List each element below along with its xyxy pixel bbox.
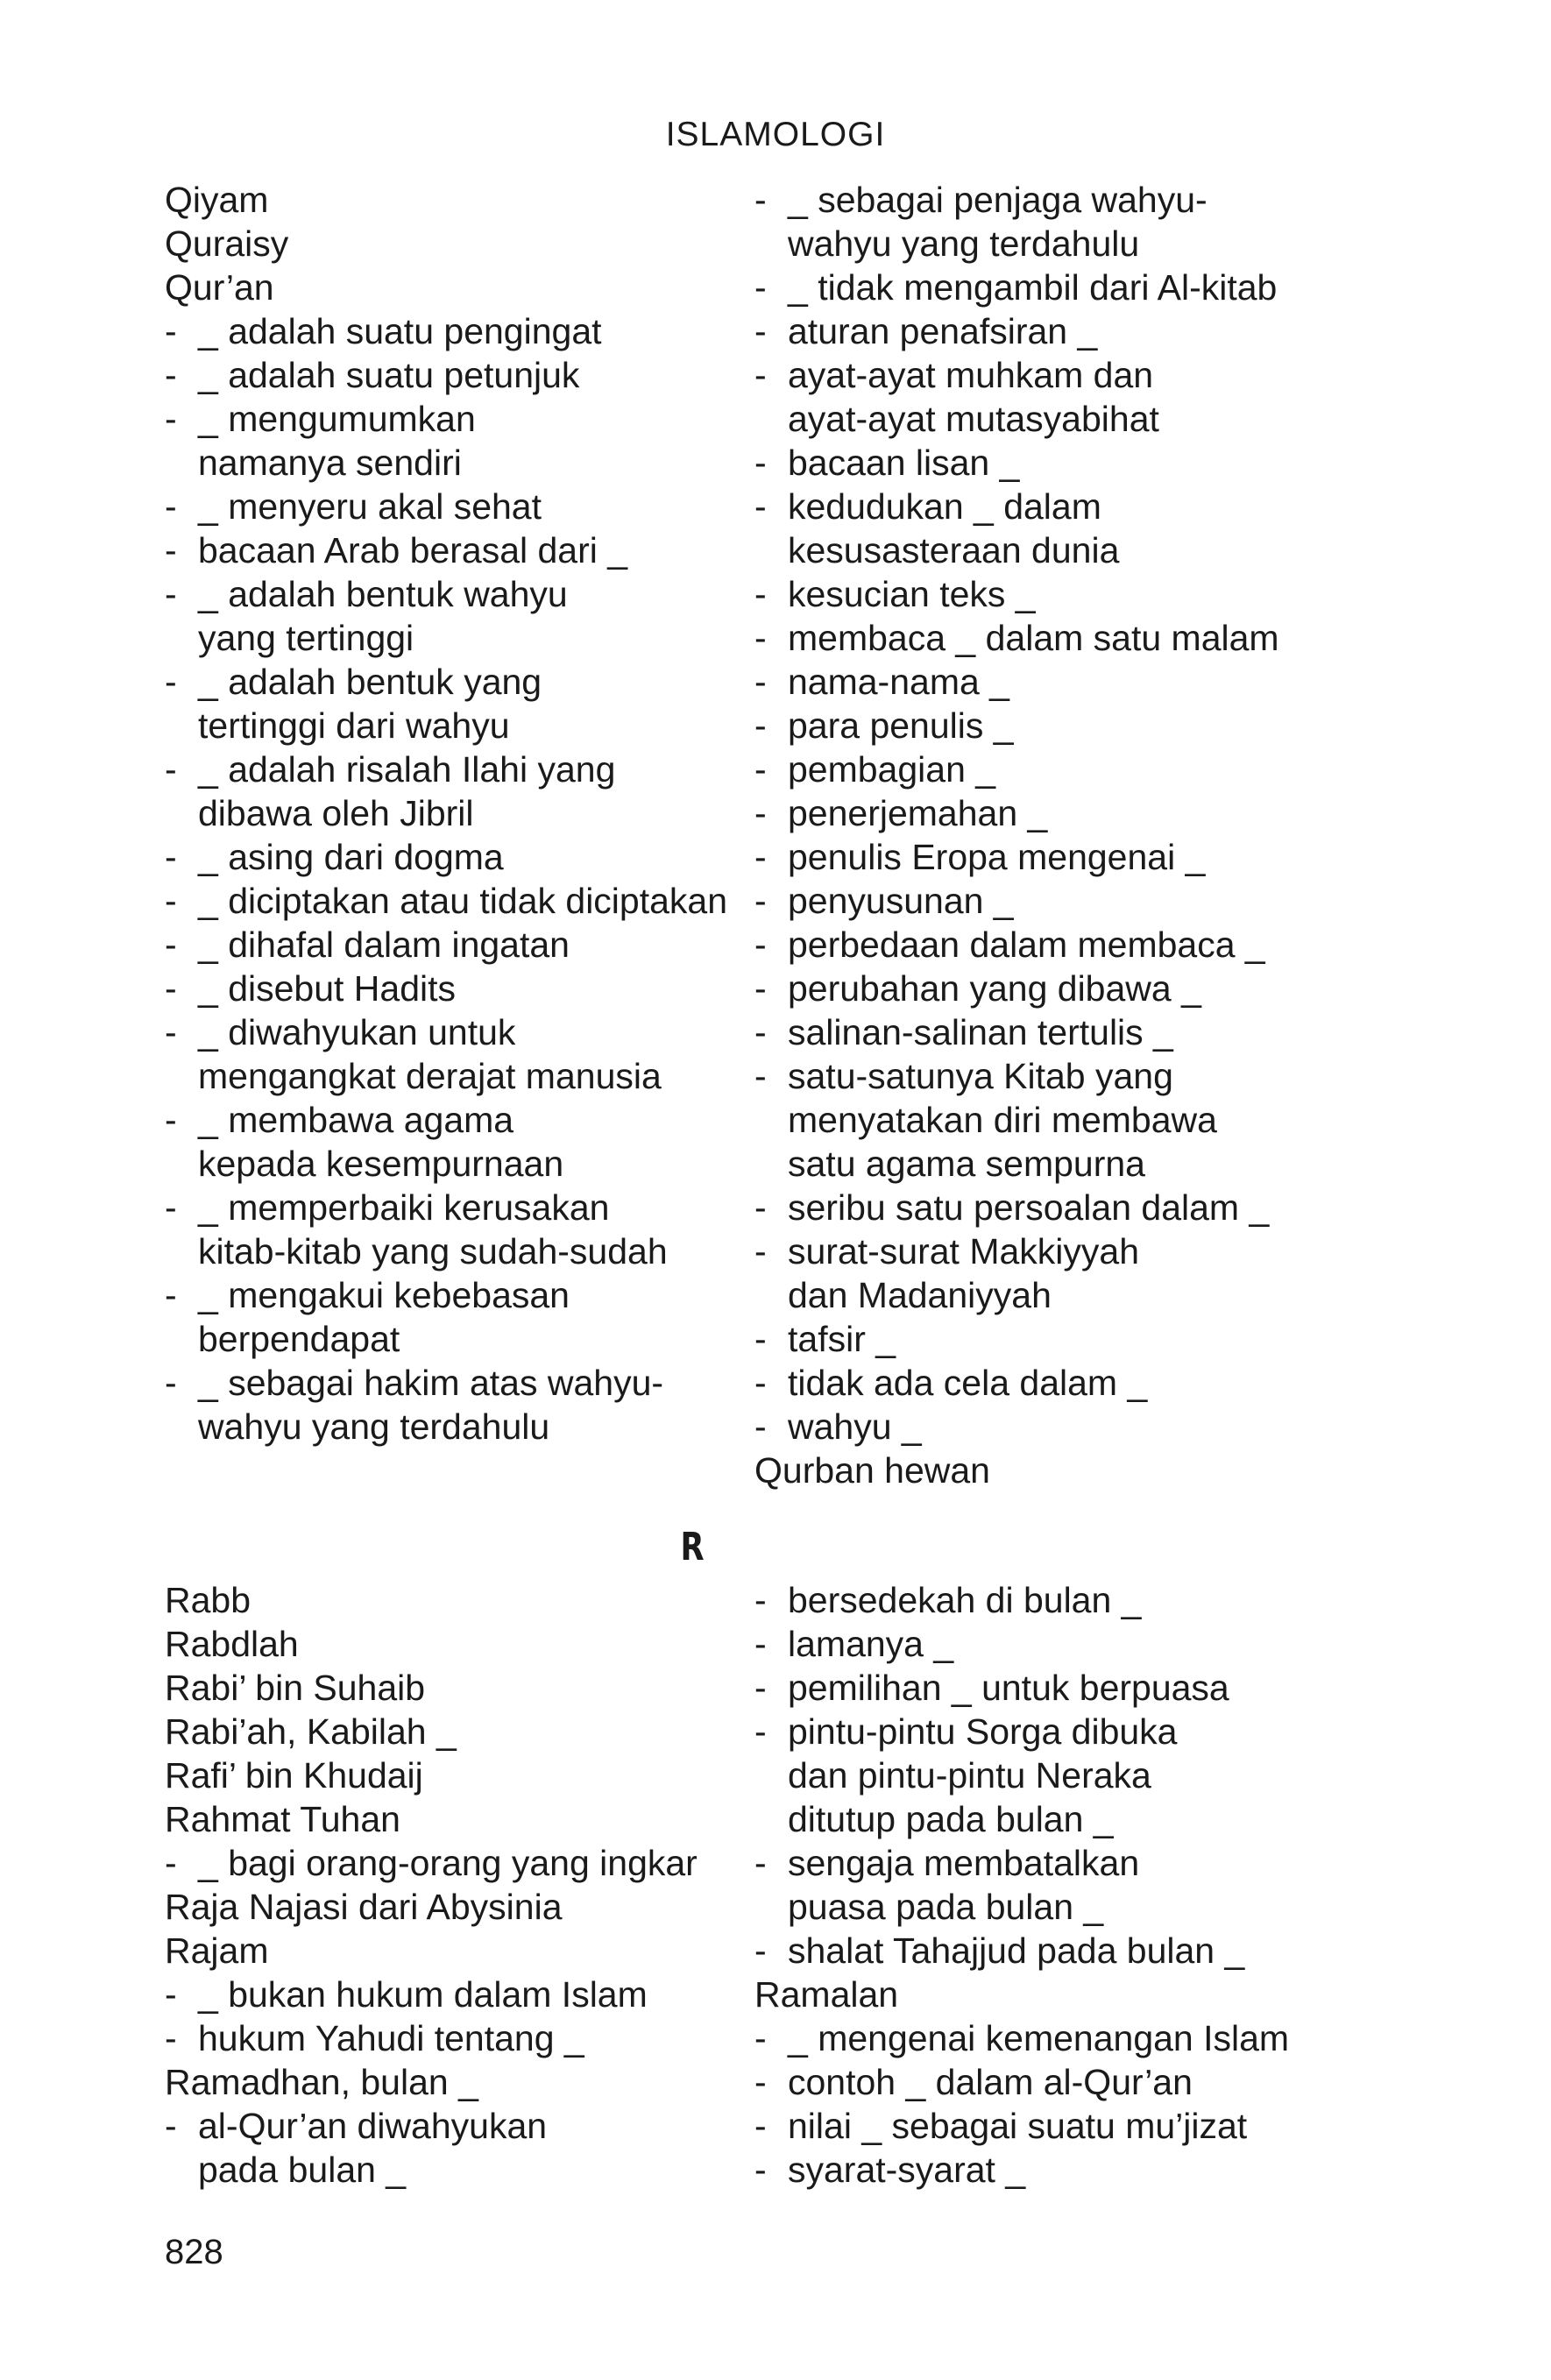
index-subentry bbox=[754, 485, 1342, 528]
subentry-text: _ asing dari dogma bbox=[198, 837, 504, 877]
subentry-text: tidak ada cela dalam _ bbox=[788, 1363, 1148, 1403]
index-continuation: ditutup pada bulan _ bbox=[788, 1799, 1114, 1839]
index-continuation: berpendapat bbox=[198, 1319, 400, 1359]
index-entry: Rabi’ah, Kabilah _ bbox=[165, 1711, 457, 1752]
subentry-text: _ mengakui kebebasan bbox=[198, 1275, 570, 1315]
index-subentry bbox=[754, 1186, 1342, 1229]
subentry-text: pemilihan _ untuk berpuasa bbox=[788, 1668, 1229, 1708]
index-subentry bbox=[165, 923, 752, 967]
index-continuation: kesusasteraan dunia bbox=[788, 530, 1120, 570]
subentry-text: kedudukan _ dalam bbox=[788, 486, 1101, 527]
subentry-text: _ memperbaiki kerusakan bbox=[198, 1187, 610, 1228]
bullet-dash: - bbox=[165, 574, 177, 614]
index-subentry bbox=[754, 879, 1342, 923]
index-column-q-right bbox=[754, 178, 1342, 1492]
index-continuation: yang tertinggi bbox=[198, 618, 414, 658]
index-subentry bbox=[754, 747, 1342, 791]
subentry-text: perubahan yang dibawa _ bbox=[788, 968, 1201, 1009]
bullet-dash: - bbox=[754, 311, 767, 351]
index-subentry bbox=[754, 1229, 1342, 1273]
bullet-dash: - bbox=[754, 705, 767, 746]
subentry-text: hukum Yahudi tentang _ bbox=[198, 2018, 584, 2058]
index-subentry bbox=[754, 1622, 1342, 1666]
subentry-text: bacaan Arab berasal dari _ bbox=[198, 530, 628, 570]
bullet-dash: - bbox=[754, 1319, 767, 1359]
bullet-dash: - bbox=[754, 881, 767, 921]
bullet-dash: - bbox=[754, 1187, 767, 1228]
bullet-dash: - bbox=[165, 1275, 177, 1315]
index-continuation: satu agama sempurna bbox=[788, 1144, 1145, 1184]
subentry-text: para penulis _ bbox=[788, 705, 1014, 746]
bullet-dash: - bbox=[754, 924, 767, 965]
bullet-dash: - bbox=[754, 662, 767, 702]
bullet-dash: - bbox=[165, 1187, 177, 1228]
bullet-dash: - bbox=[165, 2106, 177, 2146]
subentry-text: penyusunan _ bbox=[788, 881, 1014, 921]
subentry-text: perbedaan dalam membaca _ bbox=[788, 924, 1265, 965]
subentry-text: _ adalah bentuk yang bbox=[198, 662, 542, 702]
bullet-dash: - bbox=[754, 1363, 767, 1403]
subentry-text: pintu-pintu Sorga dibuka bbox=[788, 1711, 1178, 1752]
index-entry: Rabb bbox=[165, 1580, 251, 1620]
index-continuation: wahyu yang terdahulu bbox=[788, 223, 1140, 264]
bullet-dash: - bbox=[754, 749, 767, 790]
index-continuation: dibawa oleh Jibril bbox=[198, 793, 474, 833]
index-subentry bbox=[754, 616, 1342, 660]
index-subentry bbox=[165, 2104, 752, 2148]
bullet-dash: - bbox=[754, 1711, 767, 1752]
subentry-text: tafsir _ bbox=[788, 1319, 896, 1359]
bullet-dash: - bbox=[754, 968, 767, 1009]
index-subentry bbox=[754, 660, 1342, 704]
bullet-dash: - bbox=[165, 924, 177, 965]
subentry-text: bacaan lisan _ bbox=[788, 443, 1020, 483]
index-subentry bbox=[165, 747, 752, 791]
index-continuation: kitab-kitab yang sudah-sudah bbox=[198, 1231, 668, 1271]
subentry-text: _ bagi orang-orang yang ingkar bbox=[198, 1843, 698, 1883]
index-subentry bbox=[165, 2016, 752, 2060]
index-subentry bbox=[165, 1098, 752, 1142]
index-subentry bbox=[754, 2148, 1342, 2192]
subentry-text: _ sebagai hakim atas wahyu- bbox=[198, 1363, 664, 1403]
bullet-dash: - bbox=[165, 1974, 177, 2015]
index-subentry bbox=[754, 266, 1342, 309]
bullet-dash: - bbox=[754, 180, 767, 220]
index-subentry bbox=[754, 178, 1342, 222]
bullet-dash: - bbox=[165, 399, 177, 439]
index-subentry bbox=[754, 1361, 1342, 1405]
bullet-dash: - bbox=[754, 574, 767, 614]
index-entry: Qurban hewan bbox=[754, 1450, 990, 1491]
index-continuation: tertinggi dari wahyu bbox=[198, 705, 510, 746]
subentry-text: aturan penafsiran _ bbox=[788, 311, 1098, 351]
index-continuation: dan pintu-pintu Neraka bbox=[788, 1755, 1151, 1796]
index-subentry bbox=[754, 1929, 1342, 1973]
subentry-text: penulis Eropa mengenai _ bbox=[788, 837, 1206, 877]
subentry-text: _ mengumumkan bbox=[198, 399, 476, 439]
subentry-text: syarat-syarat _ bbox=[788, 2150, 1026, 2190]
subentry-text: nilai _ sebagai suatu mu’jizat bbox=[788, 2106, 1248, 2146]
bullet-dash: - bbox=[754, 1406, 767, 1447]
index-subentry bbox=[165, 572, 752, 616]
index-subentry bbox=[165, 397, 752, 441]
index-entry: Rahmat Tuhan bbox=[165, 1799, 400, 1839]
bullet-dash: - bbox=[754, 793, 767, 833]
subentry-text: _ diwahyukan untuk bbox=[198, 1012, 516, 1052]
bullet-dash: - bbox=[754, 2106, 767, 2146]
subentry-text: _ tidak mengambil dari Al-kitab bbox=[788, 267, 1278, 308]
subentry-text: _ mengenai kemenangan Islam bbox=[788, 2018, 1290, 2058]
page-number: 828 bbox=[165, 2233, 223, 2271]
subentry-text: _ disebut Hadits bbox=[198, 968, 457, 1009]
bullet-dash: - bbox=[754, 355, 767, 395]
index-subentry bbox=[165, 485, 752, 528]
bullet-dash: - bbox=[165, 311, 177, 351]
subentry-text: _ adalah bentuk wahyu bbox=[198, 574, 568, 614]
index-entry: Rajam bbox=[165, 1930, 269, 1971]
index-entry: Rabi’ bin Suhaib bbox=[165, 1668, 426, 1708]
index-continuation: puasa pada bulan _ bbox=[788, 1887, 1104, 1927]
index-subentry bbox=[165, 1973, 752, 2016]
subentry-text: _ membawa agama bbox=[198, 1100, 514, 1140]
index-subentry bbox=[754, 1841, 1342, 1885]
index-subentry bbox=[165, 1361, 752, 1405]
bullet-dash: - bbox=[754, 267, 767, 308]
index-column-r-right bbox=[754, 1578, 1342, 2192]
index-subentry bbox=[165, 660, 752, 704]
index-subentry bbox=[165, 1273, 752, 1317]
index-subentry bbox=[165, 528, 752, 572]
bullet-dash: - bbox=[165, 881, 177, 921]
index-subentry bbox=[754, 2016, 1342, 2060]
index-continuation: pada bulan _ bbox=[198, 2150, 407, 2190]
bullet-dash: - bbox=[165, 486, 177, 527]
bullet-dash: - bbox=[165, 662, 177, 702]
index-column-r-left bbox=[165, 1578, 752, 2192]
index-subentry bbox=[165, 1186, 752, 1229]
bullet-dash: - bbox=[165, 749, 177, 790]
bullet-dash: - bbox=[754, 1930, 767, 1971]
index-entry: Qiyam bbox=[165, 180, 269, 220]
index-continuation: dan Madaniyyah bbox=[788, 1275, 1052, 1315]
subentry-text: _ adalah risalah Ilahi yang bbox=[198, 749, 616, 790]
index-entry: Raja Najasi dari Abysinia bbox=[165, 1887, 563, 1927]
bullet-dash: - bbox=[754, 2062, 767, 2102]
subentry-text: ayat-ayat muhkam dan bbox=[788, 355, 1154, 395]
index-entry: Rabdlah bbox=[165, 1624, 299, 1664]
index-entry: Quraisy bbox=[165, 223, 289, 264]
subentry-text: surat-surat Makkiyyah bbox=[788, 1231, 1140, 1271]
bullet-dash: - bbox=[754, 1580, 767, 1620]
running-head: ISLAMOLOGI bbox=[665, 116, 886, 153]
index-continuation: wahyu yang terdahulu bbox=[198, 1406, 550, 1447]
index-subentry bbox=[754, 967, 1342, 1010]
bullet-dash: - bbox=[754, 2018, 767, 2058]
bullet-dash: - bbox=[754, 1012, 767, 1052]
index-continuation: namanya sendiri bbox=[198, 443, 462, 483]
index-subentry bbox=[165, 1010, 752, 1054]
bullet-dash: - bbox=[754, 1056, 767, 1096]
index-subentry bbox=[754, 441, 1342, 485]
bullet-dash: - bbox=[165, 530, 177, 570]
index-entry: Rafi’ bin Khudaij bbox=[165, 1755, 423, 1796]
subentry-text: _ menyeru akal sehat bbox=[198, 486, 542, 527]
subentry-text: kesucian teks _ bbox=[788, 574, 1036, 614]
subentry-text: membaca _ dalam satu malam bbox=[788, 618, 1279, 658]
index-subentry bbox=[165, 353, 752, 397]
bullet-dash: - bbox=[165, 1012, 177, 1052]
index-subentry bbox=[754, 1578, 1342, 1622]
bullet-dash: - bbox=[754, 2150, 767, 2190]
index-subentry bbox=[165, 879, 752, 923]
bullet-dash: - bbox=[165, 837, 177, 877]
index-continuation: ayat-ayat mutasyabihat bbox=[788, 399, 1159, 439]
section-letter: R bbox=[680, 1525, 705, 1569]
subentry-text: al-Qur’an diwahyukan bbox=[198, 2106, 548, 2146]
index-subentry bbox=[754, 704, 1342, 747]
subentry-text: _ adalah suatu petunjuk bbox=[198, 355, 580, 395]
bullet-dash: - bbox=[754, 1231, 767, 1271]
index-subentry bbox=[754, 572, 1342, 616]
index-subentry bbox=[754, 353, 1342, 397]
subentry-text: lamanya _ bbox=[788, 1624, 954, 1664]
bullet-dash: - bbox=[754, 486, 767, 527]
subentry-text: pembagian _ bbox=[788, 749, 996, 790]
index-subentry bbox=[165, 835, 752, 879]
index-subentry bbox=[754, 1666, 1342, 1710]
index-continuation: kepada kesempurnaan bbox=[198, 1144, 564, 1184]
subentry-text: wahyu _ bbox=[788, 1406, 922, 1447]
subentry-text: satu-satunya Kitab yang bbox=[788, 1056, 1173, 1096]
index-entry: Ramadhan, bulan _ bbox=[165, 2062, 478, 2102]
index-subentry bbox=[165, 309, 752, 353]
subentry-text: _ sebagai penjaga wahyu- bbox=[788, 180, 1208, 220]
index-subentry bbox=[754, 1405, 1342, 1449]
bullet-dash: - bbox=[754, 1668, 767, 1708]
subentry-text: _ dihafal dalam ingatan bbox=[198, 924, 570, 965]
index-subentry bbox=[165, 1841, 752, 1885]
index-subentry bbox=[754, 309, 1342, 353]
index-subentry bbox=[165, 967, 752, 1010]
subentry-text: contoh _ dalam al-Qur’an bbox=[788, 2062, 1193, 2102]
bullet-dash: - bbox=[165, 355, 177, 395]
index-subentry bbox=[754, 1710, 1342, 1753]
bullet-dash: - bbox=[165, 1363, 177, 1403]
bullet-dash: - bbox=[754, 837, 767, 877]
index-subentry bbox=[754, 923, 1342, 967]
subentry-text: _ diciptakan atau tidak diciptakan bbox=[198, 881, 728, 921]
subentry-text: bersedekah di bulan _ bbox=[788, 1580, 1142, 1620]
bullet-dash: - bbox=[754, 443, 767, 483]
index-subentry bbox=[754, 2060, 1342, 2104]
bullet-dash: - bbox=[165, 1100, 177, 1140]
index-subentry bbox=[754, 1054, 1342, 1098]
index-subentry bbox=[754, 835, 1342, 879]
index-entry: Ramalan bbox=[754, 1974, 899, 2015]
index-entry: Qur’an bbox=[165, 267, 274, 308]
subentry-text: sengaja membatalkan bbox=[788, 1843, 1140, 1883]
subentry-text: seribu satu persoalan dalam _ bbox=[788, 1187, 1270, 1228]
bullet-dash: - bbox=[165, 968, 177, 1009]
index-continuation: mengangkat derajat manusia bbox=[198, 1056, 662, 1096]
subentry-text: shalat Tahajjud pada bulan _ bbox=[788, 1930, 1245, 1971]
bullet-dash: - bbox=[754, 1843, 767, 1883]
subentry-text: nama-nama _ bbox=[788, 662, 1009, 702]
subentry-text: _ adalah suatu pengingat bbox=[198, 311, 602, 351]
index-column-q-left bbox=[165, 178, 752, 1449]
index-subentry bbox=[754, 1010, 1342, 1054]
subentry-text: salinan-salinan tertulis _ bbox=[788, 1012, 1173, 1052]
bullet-dash: - bbox=[754, 1624, 767, 1664]
index-subentry bbox=[754, 1317, 1342, 1361]
index-subentry bbox=[754, 2104, 1342, 2148]
bullet-dash: - bbox=[165, 2018, 177, 2058]
bullet-dash: - bbox=[165, 1843, 177, 1883]
index-continuation: menyatakan diri membawa bbox=[788, 1100, 1217, 1140]
subentry-text: penerjemahan _ bbox=[788, 793, 1048, 833]
bullet-dash: - bbox=[754, 618, 767, 658]
subentry-text: _ bukan hukum dalam Islam bbox=[198, 1974, 648, 2015]
index-subentry bbox=[754, 791, 1342, 835]
